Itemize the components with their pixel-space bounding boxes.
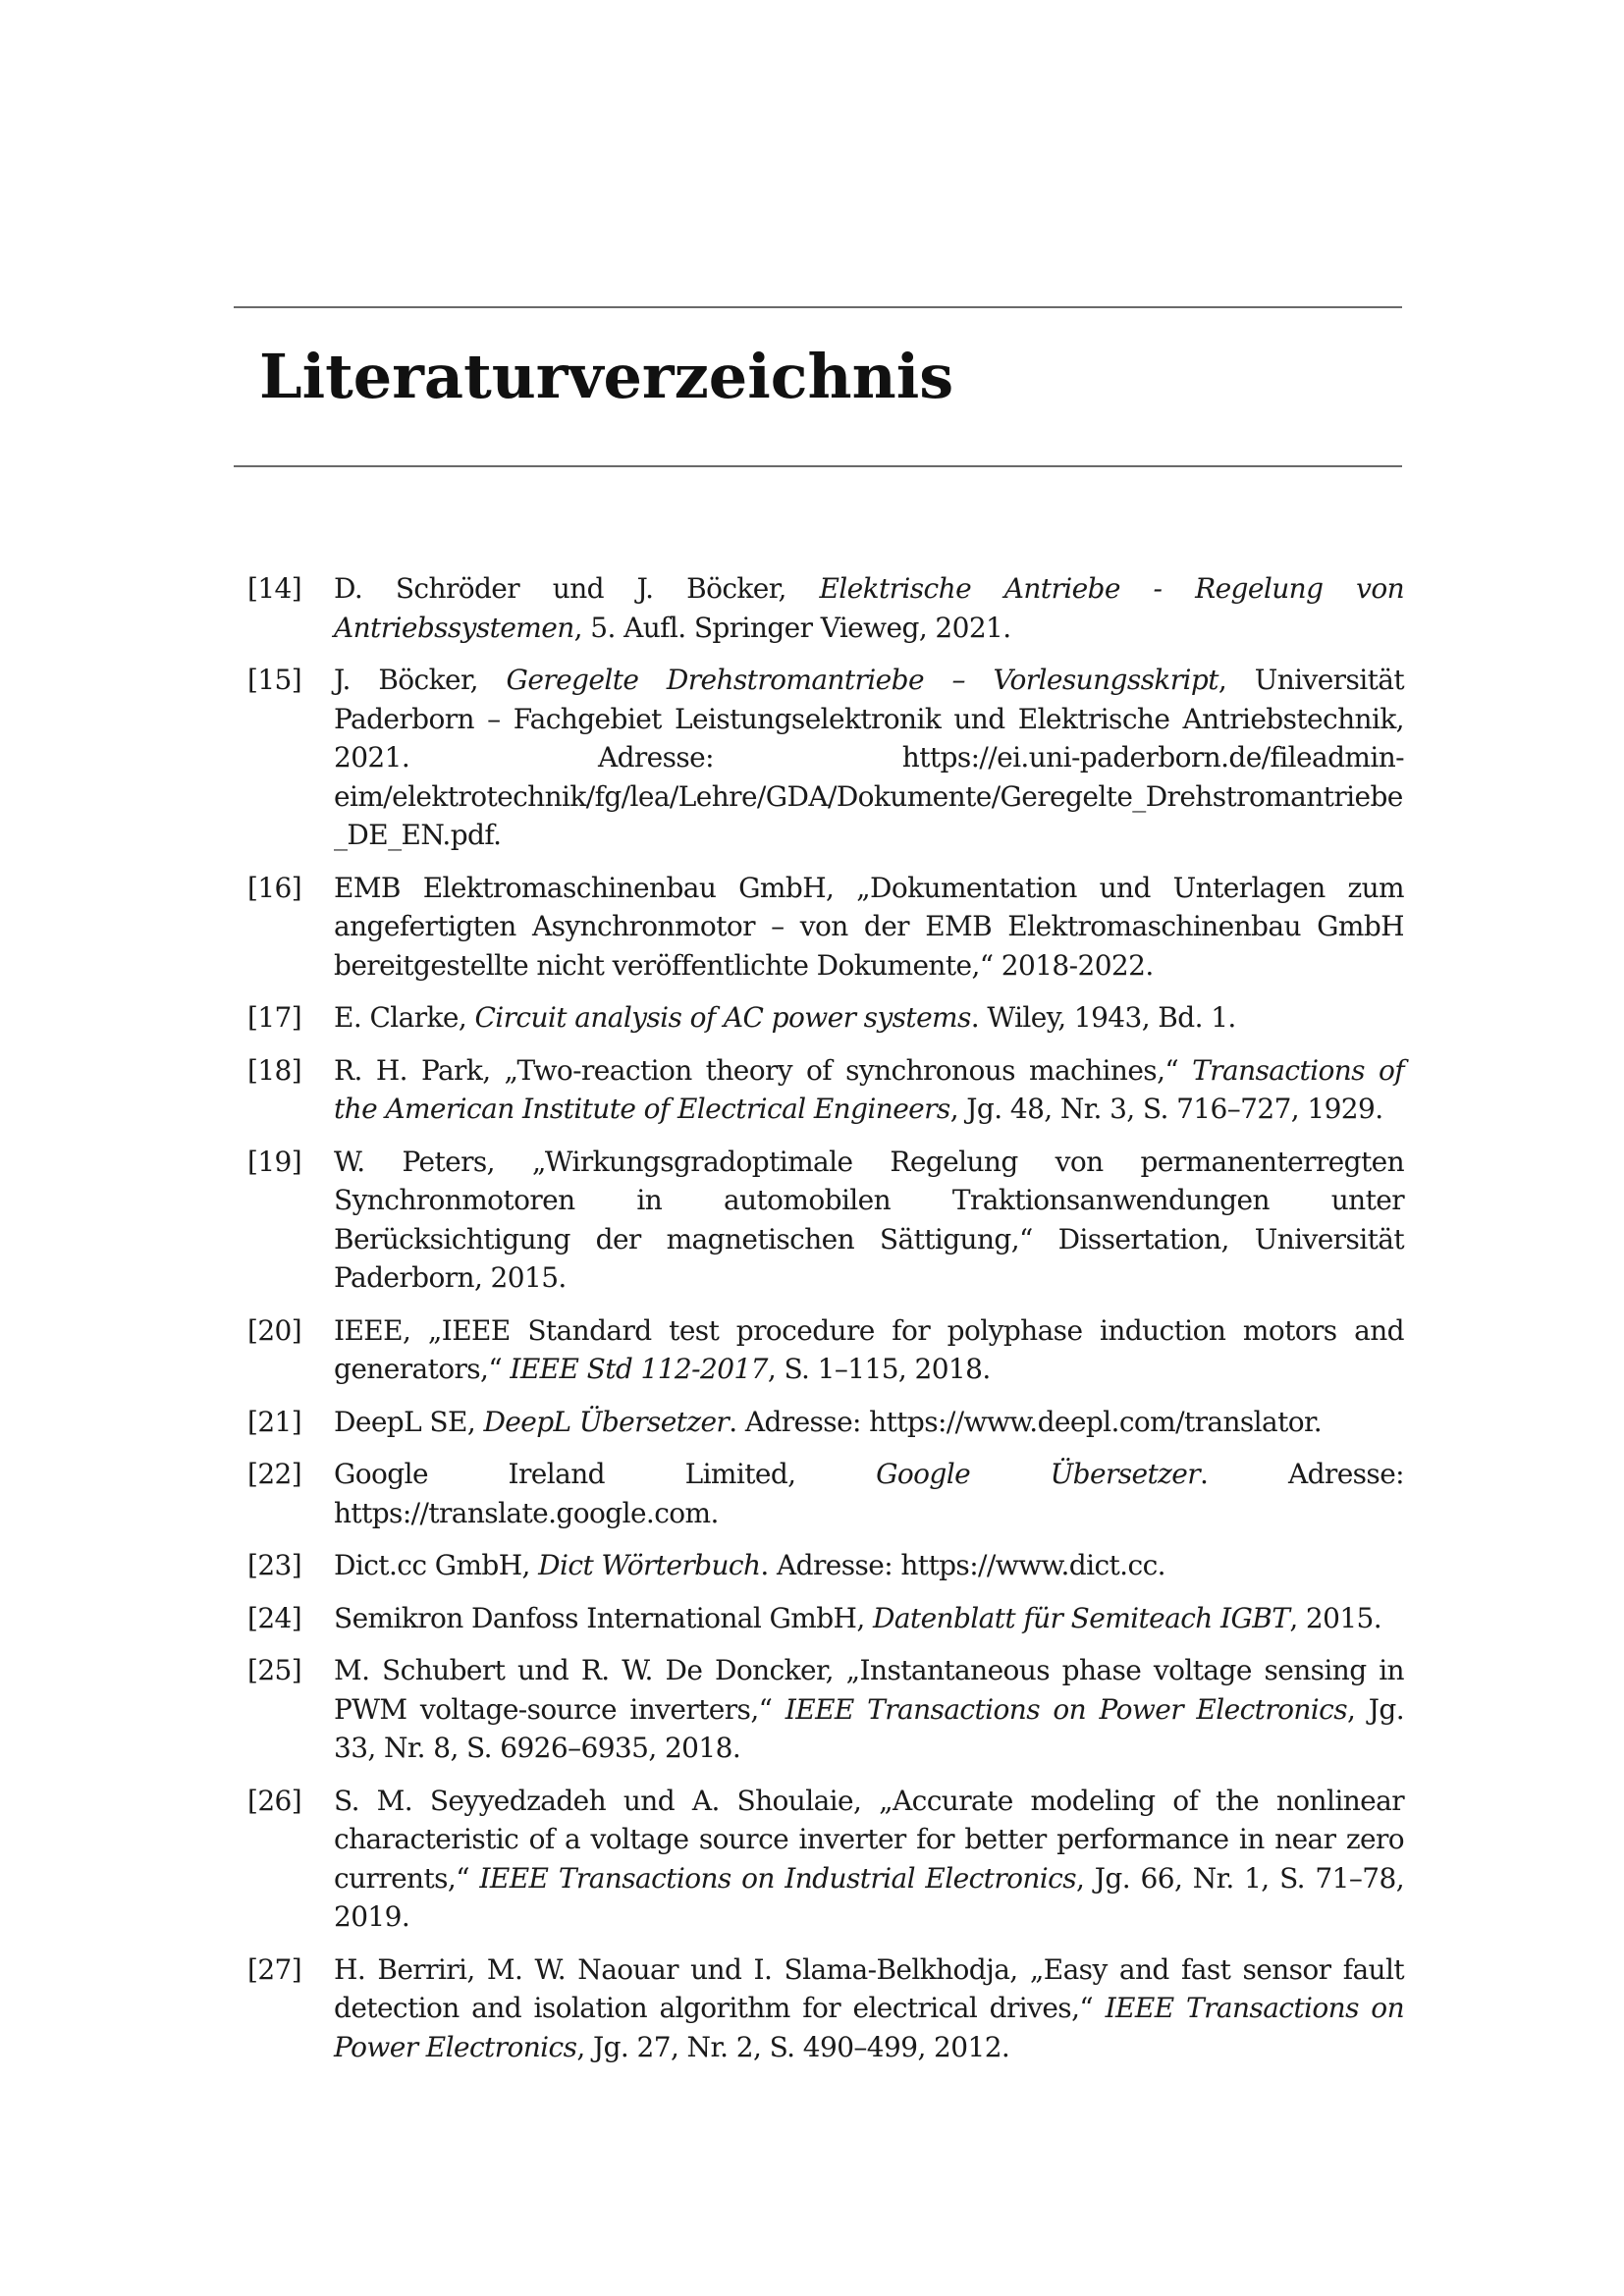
reference-entry	[247, 1311, 1404, 1389]
reference-text	[334, 998, 1404, 1038]
reference-text-part: J. Böcker,	[334, 664, 507, 696]
reference-label: [19]	[247, 1145, 302, 1178]
reference-title-italic: IEEE Std 112-2017	[510, 1353, 768, 1385]
reference-label: [22]	[247, 1458, 302, 1490]
reference-label: [17]	[247, 1001, 302, 1034]
bibliography-list	[247, 569, 1404, 2080]
reference-text	[334, 1143, 1404, 1298]
reference-text-part: W. Peters, „Wirkungsgradoptimale Regelung von permanenterregten Synchronmotoren in automobilen Traktionsanwendungen unter Berücksichtigung der magnetischen Sättigung,“ Dissertation, Universität Paderborn, 2015.	[334, 1145, 1404, 1294]
reference-text-part: IEEE, „IEEE Standard test procedure for polyphase induction motors and generators,“	[334, 1313, 1404, 1385]
reference-text-part: DeepL SE,	[334, 1405, 484, 1438]
reference-text-part: H. Berriri, M. W. Naouar und I. Slama-Belkhodja, „Easy and fast sensor fault detection and isolation algorithm for electrical drives,“	[334, 1952, 1404, 2024]
reference-entry	[247, 1143, 1404, 1298]
reference-text	[334, 569, 1404, 647]
reference-label: [21]	[247, 1405, 302, 1438]
reference-label: [14]	[247, 572, 302, 605]
reference-text-part: E. Clarke,	[334, 1001, 475, 1034]
reference-text-part: M. Schubert und R. W. De Doncker, „Instantaneous phase voltage sensing in PWM voltage-source inverters,“	[334, 1654, 1404, 1726]
reference-title-italic: Datenblatt für Semiteach IGBT	[872, 1601, 1290, 1634]
reference-text	[334, 869, 1404, 986]
reference-text-part: . Wiley, 1943, Bd. 1.	[970, 1001, 1236, 1034]
reference-entry	[247, 1950, 1404, 2067]
reference-entry	[247, 1403, 1404, 1442]
reference-title-italic: Google Übersetzer	[876, 1458, 1201, 1490]
reference-text	[334, 1546, 1404, 1585]
reference-title-italic: Geregelte Drehstromantriebe – Vorlesungsskript	[506, 664, 1218, 696]
reference-title-italic: Transactions of the American Institute of Electrical Engineers	[334, 1053, 1404, 1125]
reference-entry	[247, 569, 1404, 647]
reference-label: [24]	[247, 1601, 302, 1634]
chapter-rule-bottom	[234, 465, 1402, 467]
reference-entry	[247, 1782, 1404, 1937]
reference-text	[334, 661, 1404, 855]
reference-text-part: . Adresse: https://www.deepl.com/translator.	[729, 1405, 1323, 1438]
reference-entry	[247, 869, 1404, 986]
reference-text-part: EMB Elektromaschinenbau GmbH, „Dokumentation und Unterlagen zum angefertigten Asynchronmotor – von der EMB Elektromaschinenbau GmbH bereitgestellte nicht veröffentlichte Dokumente,“ 2018-2022.	[334, 871, 1404, 982]
reference-label: [16]	[247, 871, 302, 904]
reference-text-part: , 2015.	[1289, 1601, 1382, 1634]
reference-text-part: Semikron Danfoss International GmbH,	[334, 1601, 873, 1634]
reference-label: [23]	[247, 1549, 302, 1581]
reference-entry	[247, 1599, 1404, 1638]
reference-text-part: , S. 1–115, 2018.	[767, 1353, 991, 1385]
reference-text-part: , Jg. 66, Nr. 1, S. 71–78, 2019.	[334, 1861, 1404, 1933]
reference-text	[334, 1455, 1404, 1532]
reference-text-part: , Jg. 33, Nr. 8, S. 6926–6935, 2018.	[334, 1692, 1404, 1764]
reference-title-italic: Dict Wörterbuch	[538, 1549, 761, 1581]
reference-text	[334, 1599, 1404, 1638]
reference-text-part: Google Ireland Limited,	[334, 1458, 877, 1490]
reference-entry	[247, 1546, 1404, 1585]
reference-label: [20]	[247, 1313, 302, 1347]
chapter-title: Literaturverzeichnis	[259, 341, 954, 412]
reference-text-part: , Universität Paderborn – Fachgebiet Leistungselektronik und Elektrische Antriebstechnik, 2021. Adresse: https://ei.uni-paderborn.de/fileadmin-eim/elektrotechnik/fg/lea/Lehre/GDA/Dokumente/Geregelte_Drehstromantriebe_DE_EN.pdf.	[334, 664, 1404, 851]
reference-text-part: R. H. Park, „Two-reaction theory of synchronous machines,“	[334, 1053, 1193, 1087]
reference-text-part: . Adresse: https://translate.google.com.	[334, 1458, 1405, 1529]
reference-text	[334, 1651, 1404, 1768]
reference-text-part: , 5. Aufl. Springer Vieweg, 2021.	[573, 611, 1011, 644]
reference-text-part: . Adresse: https://www.dict.cc.	[760, 1549, 1165, 1581]
reference-entry	[247, 661, 1404, 855]
reference-title-italic: IEEE Transactions on Power Electronics	[785, 1692, 1348, 1726]
reference-text	[334, 1403, 1404, 1442]
reference-text-part: S. M. Seyyedzadeh und A. Shoulaie, „Accurate modeling of the nonlinear characteristic of a voltage source inverter for better performance in near zero currents,“	[334, 1784, 1404, 1895]
reference-text-part: Dict.cc GmbH,	[334, 1549, 539, 1581]
reference-entry	[247, 1051, 1404, 1129]
reference-title-italic: IEEE Transactions on Power Electronics	[334, 1992, 1405, 2063]
reference-title-italic: Elektrische Antriebe - Regelung von Antriebssystemen	[334, 572, 1405, 644]
reference-label: [18]	[247, 1053, 302, 1087]
reference-text	[334, 1950, 1404, 2067]
reference-label: [26]	[247, 1784, 302, 1817]
reference-text	[334, 1051, 1404, 1129]
reference-text	[334, 1311, 1404, 1389]
reference-label: [27]	[247, 1952, 302, 1986]
reference-title-italic: Circuit analysis of AC power systems	[474, 1001, 971, 1034]
reference-text	[334, 1782, 1404, 1937]
reference-title-italic: DeepL Übersetzer	[483, 1405, 730, 1438]
reference-text-part: D. Schröder und J. Böcker,	[334, 572, 820, 605]
reference-title-italic: IEEE Transactions on Industrial Electronics	[479, 1861, 1077, 1895]
reference-label: [15]	[247, 664, 302, 696]
reference-text-part: , Jg. 27, Nr. 2, S. 490–499, 2012.	[576, 2030, 1010, 2063]
reference-entry	[247, 998, 1404, 1038]
reference-text-part: , Jg. 48, Nr. 3, S. 716–727, 1929.	[949, 1093, 1383, 1125]
reference-entry	[247, 1651, 1404, 1768]
reference-entry	[247, 1455, 1404, 1532]
reference-label: [25]	[247, 1654, 302, 1686]
chapter-rule-top	[234, 306, 1402, 308]
